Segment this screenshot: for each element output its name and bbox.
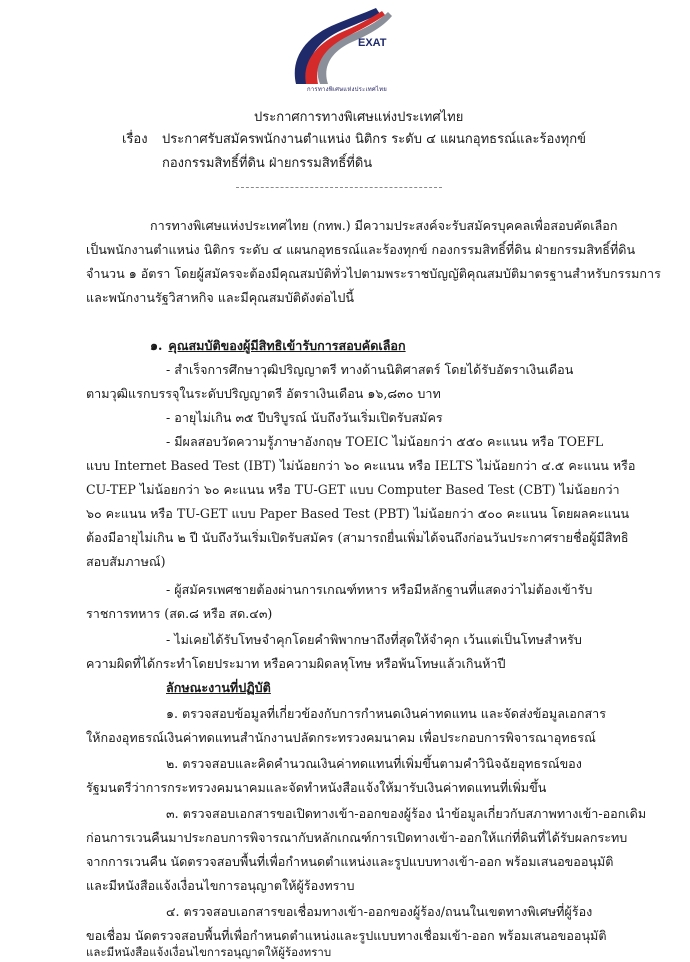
intro-line: และพนักงานรัฐวิสาหกิจ และมีคุณสมบัติดังต่อไปนี้ (86, 290, 354, 305)
subject-line: ประกาศรับสมัครพนักงานตำแหน่ง นิติกร ระดับ ๔ แผนกอุทธรณ์และร้องทุกข์ (162, 132, 586, 147)
duty-line: ก่อนการเวนคืนมาประกอบการพิจารณากับหลักเกณฑ์การเปิดทางเข้า-ออกให้แก่ที่ดินที่ได้รับผลกระทบ (86, 830, 628, 845)
section2-heading: ลักษณะงานที่ปฏิบัติ (166, 680, 271, 695)
qualification-line: - ไม่เคยได้รับโทษจำคุกโดยคำพิพากษาถึงที่สุดให้จำคุก เว้นแต่เป็นโทษสำหรับ (166, 632, 582, 647)
qualification-line: ๖๐ คะแนน หรือ TU-GET แบบ Paper Based Test (PBT) ไม่น้อยกว่า ๕๐๐ คะแนน โดยผลคะแนน (86, 506, 630, 521)
announcement-title: ประกาศการทางพิเศษแห่งประเทศไทย (254, 110, 464, 125)
qualification-line: แบบ Internet Based Test (IBT) ไม่น้อยกว่า ๖๐ คะแนน หรือ IELTS ไม่น้อยกว่า ๔.๕ คะแนน หรือ (86, 458, 636, 473)
exat-logo-graphic (292, 6, 402, 86)
subject-department: กองกรรมสิทธิ์ที่ดิน ฝ่ายกรรมสิทธิ์ที่ดิน (162, 156, 373, 171)
duty-line: ให้กองอุทธรณ์เงินค่าทดแทนสำนักงานปลัดกระทรวงคมนาคม เพื่อประกอบการพิจารณาอุทธรณ์ (86, 730, 596, 745)
duty-line: รัฐมนตรีว่าการกระทรวงคมนาคมและจัดทำหนังสือแจ้งให้มารับเงินค่าทดแทนที่เพิ่มขึ้น (86, 780, 547, 795)
duty-line: ๒. ตรวจสอบและคิดคำนวณเงินค่าทดแทนที่เพิ่มขึ้นตามคำวินิจฉัยอุทธรณ์ของ (166, 756, 582, 771)
section1-title: คุณสมบัติของผู้มีสิทธิเข้ารับการสอบคัดเลือก (168, 338, 406, 353)
qualification-line: สอบสัมภาษณ์) (86, 554, 166, 569)
qualification-line: - สำเร็จการศึกษาวุฒิปริญญาตรี ทางด้านนิติศาสตร์ โดยได้รับอัตราเงินเดือน (166, 362, 574, 377)
qualification-line: - อายุไม่เกิน ๓๕ ปีบริบูรณ์ นับถึงวันเริ่มเปิดรับสมัคร (166, 410, 443, 425)
duty-line: ๔. ตรวจสอบเอกสารขอเชื่อมทางเข้า-ออกของผู้ร้อง/ถนนในเขตทางพิเศษที่ผู้ร้อง (166, 904, 593, 919)
duty-line: จากการเวนคืน นัดตรวจสอบพื้นที่เพื่อกำหนดตำแหน่งและรูปแบบทางเข้า-ออก พร้อมเสนอขออนุมัติ (86, 854, 614, 869)
logo-caption: การทางพิเศษแห่งประเทศไทย (307, 86, 387, 93)
title-divider (236, 187, 442, 188)
qualification-line: ราชการทหาร (สด.๘ หรือ สด.๔๓) (86, 606, 273, 621)
exat-logo (292, 6, 402, 98)
subject-prefix: เรื่อง (122, 132, 148, 147)
duty-line: ๑. ตรวจสอบข้อมูลที่เกี่ยวข้องกับการกำหนดเงินค่าทดแทน และจัดส่งข้อมูลเอกสาร (166, 706, 606, 721)
qualification-line: CU-TEP ไม่น้อยกว่า ๖๐ คะแนน หรือ TU-GET แบบ Computer Based Test (CBT) ไม่น้อยกว่า (86, 482, 620, 497)
qualification-line: - มีผลสอบวัดความรู้ภาษาอังกฤษ TOEIC ไม่น้อยกว่า ๕๕๐ คะแนน หรือ TOEFL (166, 434, 604, 449)
section1-number: ๑. (150, 338, 163, 353)
duty-line: ๓. ตรวจสอบเอกสารขอเปิดทางเข้า-ออกของผู้ร้อง นำข้อมูลเกี่ยวกับสภาพทางเข้า-ออกเดิม (166, 806, 647, 821)
duty-line: ขอเชื่อม นัดตรวจสอบพื้นที่เพื่อกำหนดตำแหน่งและรูปแบบทางเชื่อมเข้า-ออก พร้อมเสนอขออนุมัติ (86, 928, 607, 943)
qualification-line: ตามวุฒิแรกบรรจุในระดับปริญญาตรี อัตราเงินเดือน ๑๖,๘๓๐ บาท (86, 386, 441, 401)
duty-line: และมีหนังสือแจ้งเงื่อนไขการอนุญาตให้ผู้ร้องทราบ (86, 878, 355, 893)
duty-line: และมีหนังสือแจ้งเงื่อนไขการอนุญาตให้ผู้ร้องทราบ (86, 945, 332, 959)
qualification-line: ต้องมีอายุไม่เกิน ๒ ปี นับถึงวันเริ่มเปิดรับสมัคร (สามารถยื่นเพิ่มได้จนถึงก่อนวันประกาศรายชื่อผู้มีสิทธิ (86, 530, 629, 545)
qualification-line: ความผิดที่ได้กระทำโดยประมาท หรือความผิดลหุโทษ หรือพ้นโทษแล้วเกินห้าปี (86, 656, 506, 671)
section1-heading (150, 336, 406, 356)
logo-brand-text: EXAT (358, 37, 387, 49)
intro-line: การทางพิเศษแห่งประเทศไทย (กทพ.) มีความประสงค์จะรับสมัครบุคคลเพื่อสอบคัดเลือก (150, 218, 618, 233)
intro-line: เป็นพนักงานตำแหน่ง นิติกร ระดับ ๔ แผนกอุทธรณ์และร้องทุกข์ กองกรรมสิทธิ์ที่ดิน ฝ่ายกรรมสิทธิ์ที่ดิน (86, 242, 636, 257)
intro-line: จำนวน ๑ อัตรา โดยผู้สมัครจะต้องมีคุณสมบัติทั่วไปตามพระราชบัญญัติคุณสมบัติมาตรฐานสำหรับกรรมการ (86, 266, 661, 281)
qualification-line: - ผู้สมัครเพศชายต้องผ่านการเกณฑ์ทหาร หรือมีหลักฐานที่แสดงว่าไม่ต้องเข้ารับ (166, 582, 593, 597)
